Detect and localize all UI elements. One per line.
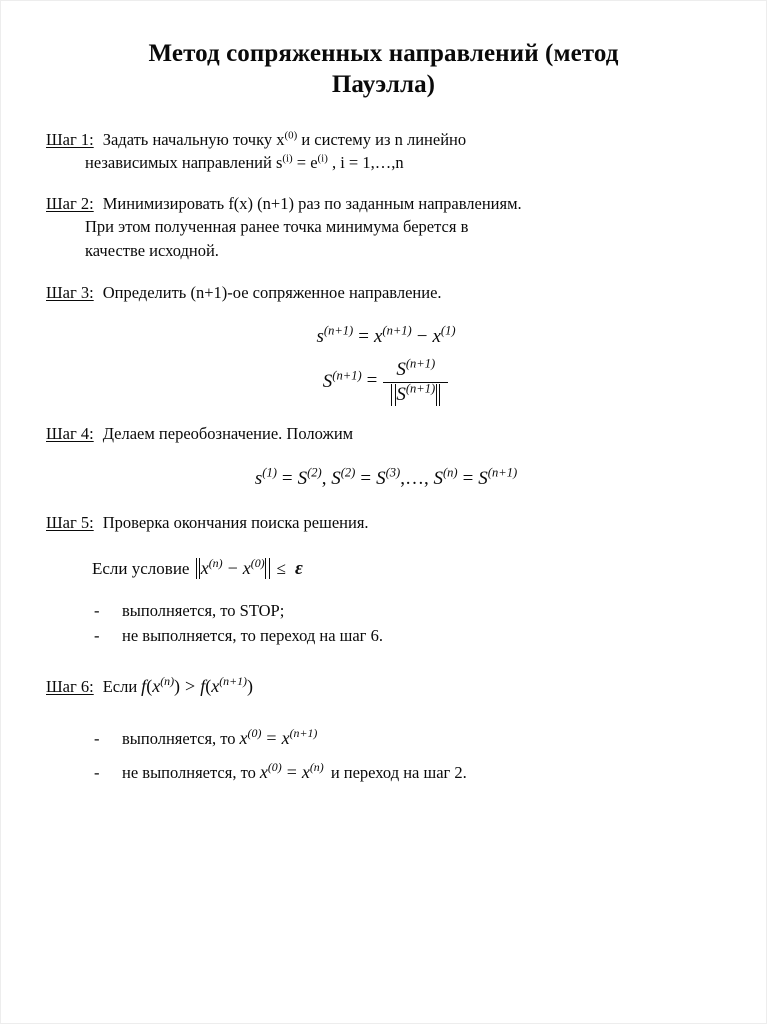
eq2-lhs-sup: (n+1) <box>332 368 362 383</box>
bullet-text: выполняется, то <box>122 729 236 749</box>
eq2-norm-bars <box>391 381 440 406</box>
bullet-text: не выполняется, то <box>122 763 256 783</box>
bullet-2-suffix: и переход на шаг 2. <box>326 763 467 783</box>
step-2-block <box>46 192 726 262</box>
step-1-superscript-i-2: (i) <box>317 152 328 165</box>
step-1-block <box>46 128 726 175</box>
eq4-equals-3: = <box>462 467 474 489</box>
b2-rhs-var: x <box>301 762 310 783</box>
bullet-1-equation <box>240 728 318 748</box>
eq4-separator-2: ,…, <box>400 467 434 489</box>
eq6-f2-sup: (n+1) <box>219 673 248 688</box>
eq1-rhs1-var: x <box>373 325 383 347</box>
eq1-rhs2-var: x <box>432 325 441 347</box>
b2-equals: = <box>286 762 297 783</box>
eq1-lhs-sup: (n+1) <box>323 323 354 338</box>
step-1-superscript-0: (0) <box>284 129 298 142</box>
eq4-equals-1: = <box>281 467 293 489</box>
eq6-gt: > <box>185 675 196 696</box>
step-5-text-1: Проверка окончания поиска решения. <box>102 512 369 532</box>
bullet-text: не выполняется, то переход на шаг 6. <box>122 626 383 646</box>
step-2-line-2: При этом полученная ранее точка минимума берется в <box>85 217 469 237</box>
eq6-f1-sup: (n) <box>160 673 175 688</box>
eq2-fraction <box>383 356 448 406</box>
step-1-line2-pre: независимых направлений s <box>85 153 283 173</box>
cond-le: ≤ <box>276 559 286 579</box>
condition-termination <box>46 558 726 580</box>
list-item <box>94 623 726 648</box>
eq6-f2: f <box>200 675 206 696</box>
eq2-denominator <box>383 382 448 406</box>
eq4-separator-1: , <box>321 467 332 489</box>
equation-reassignment <box>46 465 726 490</box>
step-5-line-1 <box>46 513 369 532</box>
b1-equals: = <box>266 728 277 749</box>
b1-lhs-sup: (0) <box>247 726 262 741</box>
cond-minus: − <box>227 558 238 579</box>
step-4-text-1: Делаем переобозначение. Положим <box>102 423 354 443</box>
step-1-text-post: и систему из n линейно <box>297 130 467 149</box>
eq4-t5-sup: (n) <box>442 465 458 480</box>
eq6-f1-var: x <box>152 675 161 696</box>
eq6-f1-close: ) <box>174 675 181 696</box>
eq4-equals-2: = <box>360 467 372 489</box>
step-6-inequality <box>141 673 254 696</box>
eq4-t3-var: S <box>331 467 341 489</box>
b1-rhs-var: x <box>281 728 290 749</box>
step-2-line-3: качестве исходной. <box>85 240 219 260</box>
cond-var-1: x <box>200 558 209 579</box>
eq6-f1-open: ( <box>146 675 153 696</box>
step-1-line-1 <box>46 130 466 149</box>
step-1-superscript-i-1: (i) <box>282 152 293 165</box>
step-6-line-1 <box>46 673 256 696</box>
step-4-line-1 <box>46 424 353 443</box>
step-1-line-2 <box>46 151 726 174</box>
step-3-line-1 <box>46 283 442 302</box>
eq4-t3-sup: (2) <box>340 465 356 480</box>
step-4-label: Шаг 4: <box>46 423 94 443</box>
eq2-num-sup: (n+1) <box>405 356 436 371</box>
cond-sup-1: (n) <box>208 556 223 571</box>
step-3-text-1: Определить (n+1)-ое сопряженное направление. <box>102 283 442 303</box>
cond-sup-2: (0) <box>250 556 265 571</box>
step-1-line2-mid: = e <box>292 153 318 173</box>
b1-rhs-sup: (n+1) <box>289 726 318 741</box>
list-item <box>94 598 726 623</box>
eq6-f2-open: ( <box>205 675 212 696</box>
eq2-num-var: S <box>396 358 406 380</box>
eq1-lhs-var: s <box>316 325 324 347</box>
eq4-t5-var: S <box>433 467 443 489</box>
eq6-f1: f <box>141 675 147 696</box>
bullet-dash: - <box>94 763 100 783</box>
page-title: Метод сопряженных направлений (метод Пауэлла) <box>148 40 619 98</box>
step-1-text-pre: Задать начальную точку x <box>102 130 285 149</box>
steps-container <box>1 128 766 789</box>
eq2-den-sup: (n+1) <box>405 381 436 396</box>
list-item <box>94 721 726 755</box>
eq4-t1-var: s <box>254 467 263 489</box>
eq4-t1-sup: (1) <box>262 465 277 480</box>
eq6-f2-var: x <box>211 675 220 696</box>
bullets-step-6 <box>46 721 726 789</box>
step-5-block <box>46 511 726 534</box>
step-6-text-1: Если <box>102 676 138 696</box>
bullet-dash: - <box>94 729 100 749</box>
cond-epsilon: ε <box>294 558 303 580</box>
cond-var-2: x <box>242 558 251 579</box>
eq1-equals: = <box>358 325 369 347</box>
step-5-label: Шаг 5: <box>46 512 94 532</box>
eq4-t2-sup: (2) <box>307 465 322 480</box>
bullet-dash: - <box>94 601 100 621</box>
eq2-numerator <box>383 356 448 382</box>
equation-conjugate-direction <box>46 323 726 348</box>
eq2-lhs-var: S <box>322 370 333 392</box>
step-3-block <box>46 281 726 304</box>
b2-lhs-sup: (0) <box>267 760 282 775</box>
bullet-2-equation <box>260 762 324 782</box>
eq4-t6-var: S <box>478 467 488 489</box>
eq4-t6-sup: (n+1) <box>487 465 518 480</box>
step-3-label: Шаг 3: <box>46 283 94 303</box>
b2-lhs-var: x <box>259 762 268 783</box>
eq6-f2-close: ) <box>247 675 254 696</box>
step-2-line-1 <box>46 194 522 213</box>
step-6-label: Шаг 6: <box>46 676 94 696</box>
eq4-t4-sup: (3) <box>385 465 401 480</box>
equation-normalized-direction <box>46 356 726 406</box>
step-4-block <box>46 422 726 445</box>
eq1-rhs1-sup: (n+1) <box>382 323 412 338</box>
bullet-dash: - <box>94 626 100 646</box>
step-6-block <box>46 674 726 700</box>
eq1-minus: − <box>416 325 428 347</box>
eq4-t4-var: S <box>376 467 386 489</box>
bullet-text: выполняется, то STOP; <box>122 601 285 621</box>
condition-prefix: Если условие <box>92 559 190 579</box>
step-2-text-1: Минимизировать f(x) (n+1) раз по заданным направлениям. <box>102 193 522 213</box>
eq4-t2-var: S <box>297 467 308 489</box>
step-1-line2-post: , i = 1,…,n <box>327 153 404 173</box>
b1-lhs-var: x <box>239 728 248 749</box>
condition-norm-bars <box>196 558 270 579</box>
b2-rhs-sup: (n) <box>309 760 324 775</box>
step-1-label: Шаг 1: <box>46 130 94 149</box>
eq2-equals: = <box>366 370 378 392</box>
eq1-rhs2-sup: (1) <box>440 323 456 338</box>
step-2-label: Шаг 2: <box>46 193 94 213</box>
bullets-step-5 <box>46 598 726 648</box>
eq2-den-var: S <box>396 383 406 405</box>
list-item <box>94 755 726 789</box>
